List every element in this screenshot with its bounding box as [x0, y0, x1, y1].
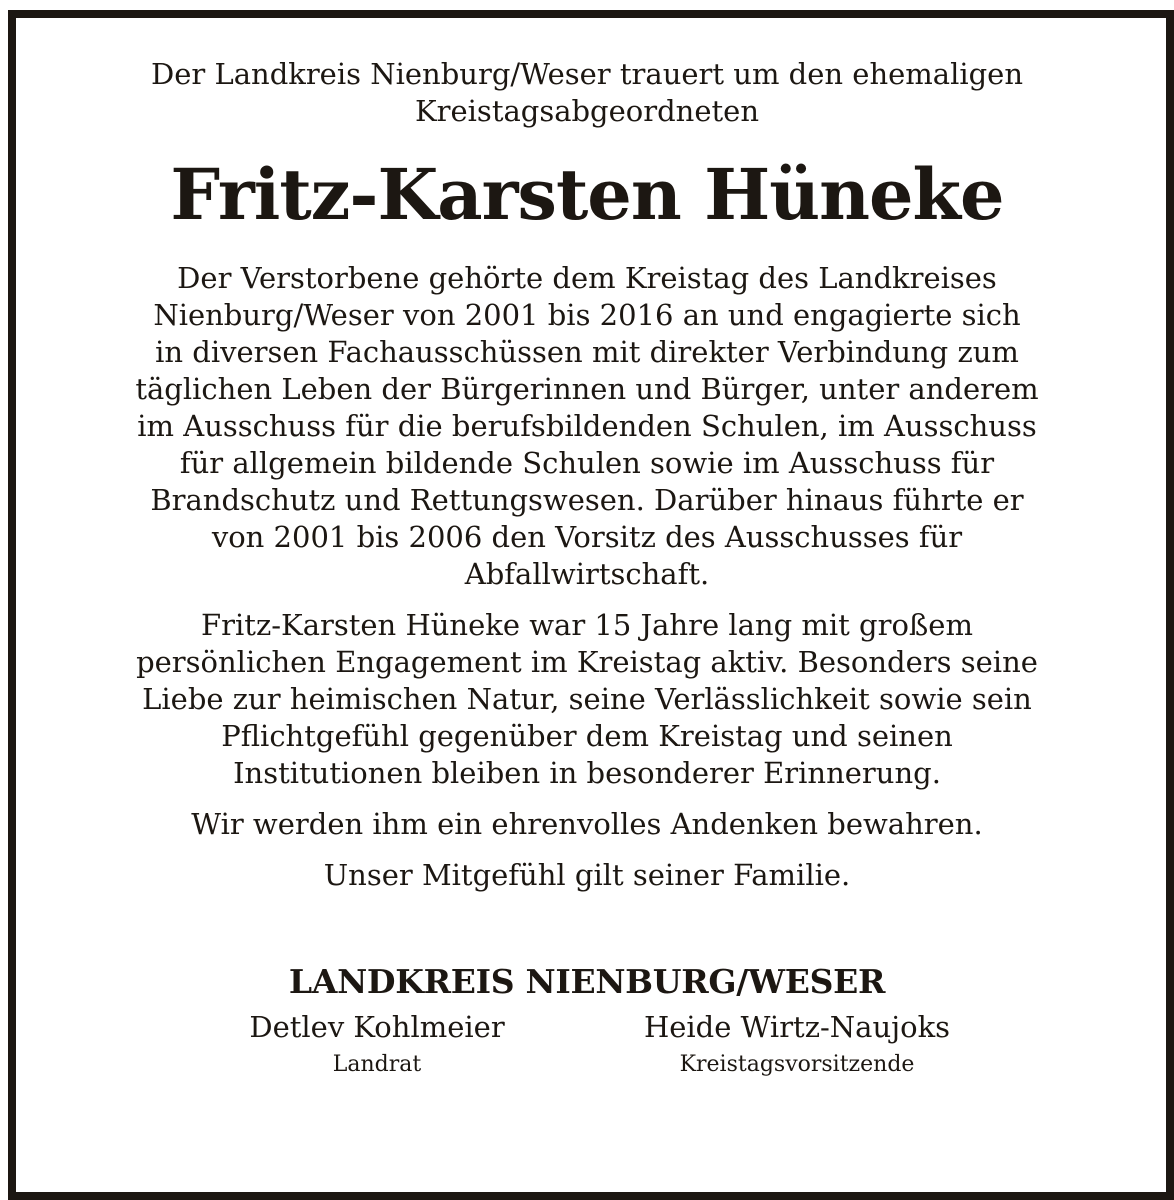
- text-line: Pflichtgefühl gegenüber dem Kreistag und seinen: [221, 719, 953, 753]
- text-line: Institutionen bleiben in besonderer Erinnerung.: [233, 756, 941, 790]
- text-line: von 2001 bis 2006 den Vorsitz des Ausschusses für: [211, 520, 963, 554]
- text-line: persönlichen Engagement im Kreistag aktiv. Besonders seine: [136, 645, 1038, 679]
- text-line: täglichen Leben der Bürgerinnen und Bürger, unter anderem: [135, 372, 1039, 406]
- text-line: Liebe zur heimischen Natur, seine Verlässlichkeit sowie sein: [142, 682, 1032, 716]
- signatory-role: Kreistagsvorsitzende: [679, 1052, 915, 1077]
- text-line: Der Verstorbene gehörte dem Kreistag des Landkreises: [177, 261, 997, 295]
- paragraph-remembrance: Wir werden ihm ein ehrenvolles Andenken bewahren.: [191, 807, 983, 841]
- signatory: [617, 1008, 977, 1080]
- intro-line: Kreistagsabgeordneten: [414, 94, 760, 128]
- signature-block: [60, 1008, 1114, 1080]
- signatory-role: Landrat: [332, 1052, 422, 1077]
- text-line: im Ausschuss für die berufsbildenden Schulen, im Ausschuss: [137, 409, 1037, 443]
- organization-name: LANDKREIS NIENBURG/WESER: [288, 962, 886, 1001]
- intro-text: [60, 56, 1114, 130]
- signatory: [197, 1008, 557, 1080]
- signatory-name: Detlev Kohlmeier: [249, 1010, 505, 1044]
- text-line: in diversen Fachausschüssen mit direkter Verbindung zum: [155, 335, 1019, 369]
- deceased-name: Fritz-Karsten Hüneke: [170, 153, 1004, 236]
- text-line: Brandschutz und Rettungswesen. Darüber hinaus führte er: [150, 483, 1024, 517]
- text-line: Abfallwirtschaft.: [464, 557, 710, 591]
- intro-line: Der Landkreis Nienburg/Weser trauert um den ehemaligen: [150, 57, 1024, 91]
- paragraph-engagement: [60, 607, 1114, 792]
- paragraph-condolence: Unser Mitgefühl gilt seiner Familie.: [323, 858, 851, 892]
- text-line: Nienburg/Weser von 2001 bis 2016 an und engagierte sich: [153, 298, 1021, 332]
- paragraph-service: [60, 260, 1114, 593]
- text-line: für allgemein bildende Schulen sowie im Ausschuss für: [179, 446, 995, 480]
- text-line: Fritz-Karsten Hüneke war 15 Jahre lang mit großem: [201, 608, 973, 642]
- obituary-notice: [60, 0, 1114, 1080]
- signatory-name: Heide Wirtz-Naujoks: [643, 1010, 951, 1044]
